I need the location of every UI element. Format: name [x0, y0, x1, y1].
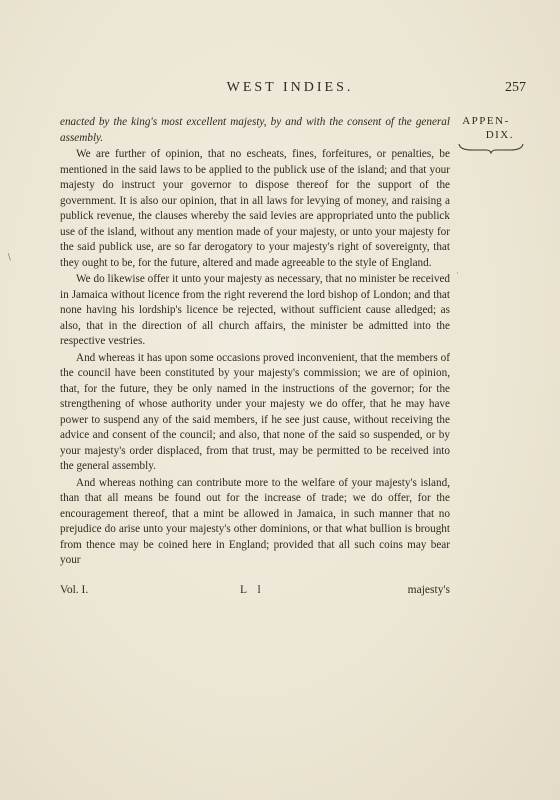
margin-note-line-1: APPEN- [462, 115, 510, 127]
paragraph: And whereas nothing can contribute more to the welfare of your majesty's island, than that all means be found out for the increase of trade; we do offer, for the encouragement thereof, that a mint be allowed in Jamaica, in such manner that no prejudice do arise unto your majesty's other dominions, or that what bullion is brought from thence may be coined here in England; provided that all such coins may bear your [60, 476, 450, 566]
margin-note-line-2: DIX. [485, 129, 514, 141]
page-number: 257 [505, 80, 526, 95]
paragraph: We are further of opinion, that no escheats, fines, forfeitures, or penalties, be mentioned in the said laws to be applied to the publick use of the island; and that your majesty do instruct your governor to dispose thereof for the support of the government. It is also our opinion, that in all laws for levying of money, and raising a publick revenue, the clauses whereby the said levies are appropriated unto the publick use of the island, without any mention made of your majesty, or unto your majesty for the said publick use, are so far derogatory to your majesty's right of sovereignty, that they ought to be, for the future, altered and made agreeable to the style of England. [60, 148, 450, 269]
page-speck: · [456, 268, 459, 278]
page-footer [60, 584, 450, 600]
signature-mark: L l [240, 584, 265, 596]
catchword: majesty's [407, 584, 450, 596]
paragraph-continuation: enacted by the king's most excellent majesty, by and with the consent of the general assembly. [60, 116, 450, 144]
running-head: WEST INDIES. [226, 80, 354, 95]
margin-note [446, 114, 526, 142]
page-speck: ∖ [6, 252, 12, 262]
volume-label: Vol. I. [60, 584, 89, 596]
page-header [60, 80, 526, 100]
margin-brace-icon [458, 142, 524, 154]
body-text [60, 115, 450, 569]
paragraph: And whereas it has upon some occasions proved inconvenient, that the members of the council have been constituted by your majesty's commission; we are of opinion, that, for the future, they be only named in the instructions of the governor; for the strengthening of whose authority under your majesty we do offer, that he may have power to suspend any of the said members, if he see just cause, without receiving the advice and consent of the council; and also, that none of the said so suspended, or by your majesty's order displaced, from that trust, may be permitted to be received into the general assembly. [60, 351, 450, 472]
paragraph: We do likewise offer it unto your majesty as necessary, that no minister be received in Jamaica without licence from the right reverend the lord bishop of London; and that none having his lordship's licence be rejected, without sufficient cause alledged; as also, that in the direction of all church affairs, the minister be admitted into the respective vestries. [60, 273, 450, 347]
